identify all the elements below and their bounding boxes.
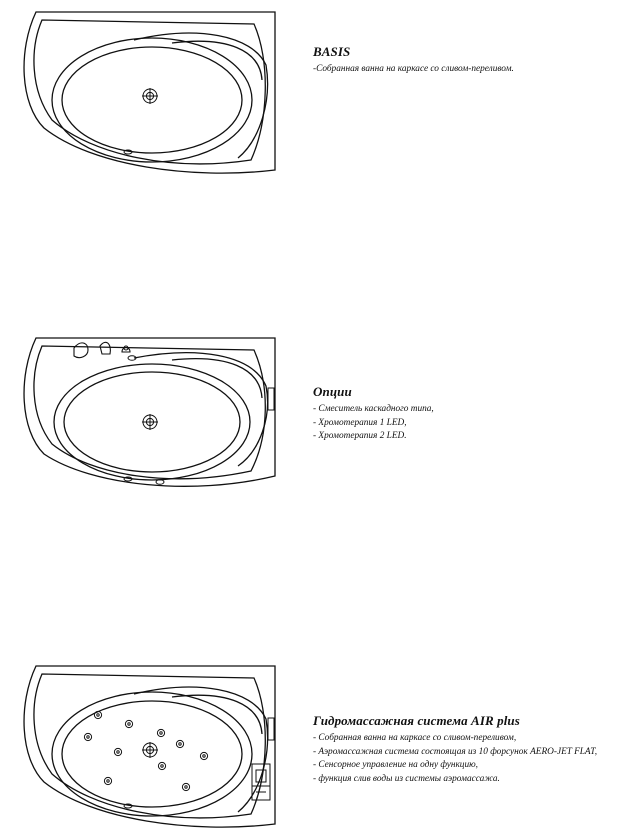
air-jet-icon bbox=[84, 733, 91, 740]
bath-basin-outer bbox=[52, 38, 252, 162]
section-airplus-title: Гидромассажная система AIR plus bbox=[313, 713, 520, 728]
chromotherapy-led-icon bbox=[128, 356, 164, 485]
bath-options-drawing bbox=[22, 336, 284, 506]
bath-basin-outer bbox=[52, 692, 252, 816]
drain-icon bbox=[142, 742, 158, 758]
control-panel-icon bbox=[268, 388, 274, 410]
section-airplus-line-2: - Аэромассажная система состоящая из 10 форсунок AERO-JET FLAT, bbox=[313, 746, 598, 757]
air-jet-icon bbox=[158, 762, 165, 769]
section-options-title: Опции bbox=[313, 384, 352, 399]
drain-icon bbox=[142, 88, 158, 104]
section-airplus bbox=[313, 713, 597, 786]
air-jet-icon bbox=[114, 748, 121, 755]
section-airplus-line-4: - функция слив воды из системы аэромассажа. bbox=[313, 773, 500, 784]
air-jet-icon bbox=[104, 777, 111, 784]
air-blower-icon bbox=[252, 764, 270, 800]
section-options-line-1: - Смеситель каскадного типа, bbox=[313, 404, 434, 414]
air-jet-icon bbox=[200, 752, 207, 759]
section-basis bbox=[313, 44, 514, 77]
section-airplus-line-3: - Сенсорное управление на одну функцию, bbox=[313, 760, 478, 771]
control-panel-icon bbox=[268, 718, 274, 740]
air-jet-icon bbox=[125, 720, 132, 727]
section-options bbox=[313, 384, 434, 444]
section-options-line-3: - Хромотерапия 2 LED. bbox=[313, 431, 407, 442]
section-basis-title: BASIS bbox=[313, 44, 351, 59]
air-jet-icon bbox=[176, 740, 183, 747]
bath-basin-inner bbox=[62, 47, 242, 153]
bath-airplus-drawing bbox=[22, 664, 284, 834]
bath-basin-inner bbox=[62, 701, 242, 807]
air-jet-icon bbox=[94, 711, 101, 718]
air-jet-icon bbox=[182, 783, 189, 790]
section-basis-line-1: -Собранная ванна на каркасе со сливом-переливом. bbox=[313, 64, 514, 74]
drain-icon bbox=[142, 414, 158, 430]
air-jets bbox=[84, 711, 207, 790]
section-airplus-line-1: - Собранная ванна на каркасе со сливом-переливом, bbox=[313, 733, 517, 743]
bath-rim bbox=[34, 346, 265, 479]
faucet-icon bbox=[74, 342, 130, 357]
bath-basis-drawing bbox=[22, 10, 284, 180]
air-jet-icon bbox=[157, 729, 164, 736]
section-options-line-2: - Хромотерапия 1 LED, bbox=[313, 417, 407, 428]
